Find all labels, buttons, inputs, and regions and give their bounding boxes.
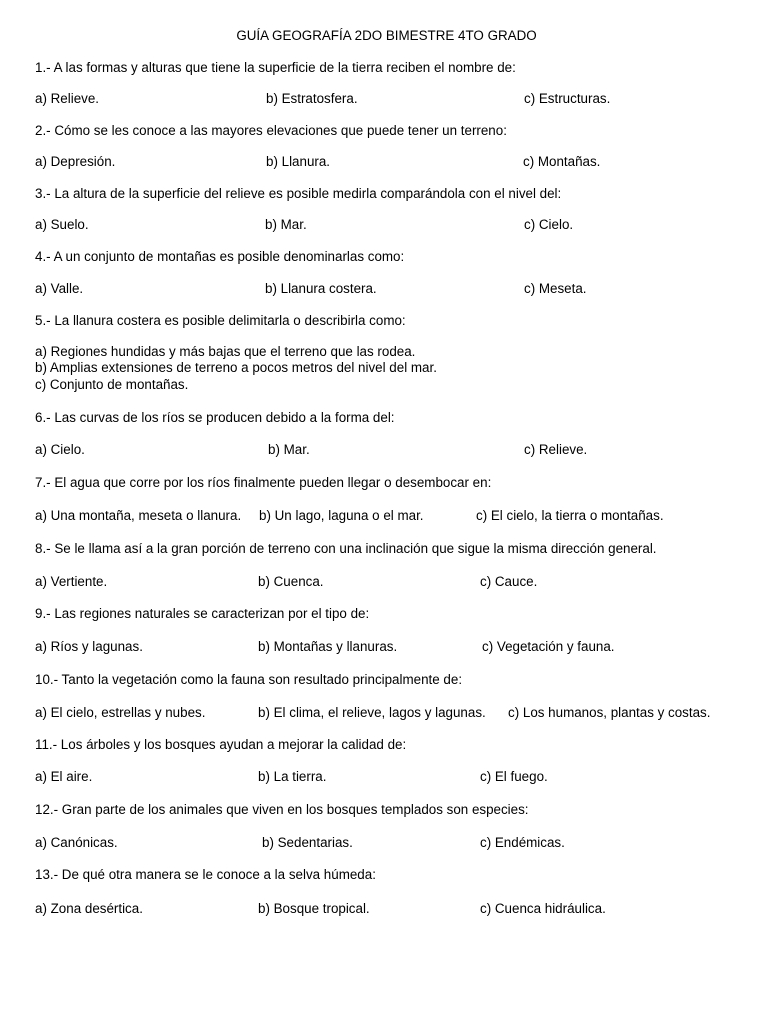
question-1-option-c: c) Estructuras.	[524, 91, 611, 106]
page-title: GUÍA GEOGRAFÍA 2DO BIMESTRE 4TO GRADO	[236, 28, 537, 43]
question-8: 8.- Se le llama así a la gran porción de terreno con una inclinación que sigue la misma dirección general.	[35, 541, 657, 556]
question-11-option-a: a) El aire.	[35, 769, 93, 784]
question-3: 3.- La altura de la superficie del relieve es posible medirla comparándola con el nivel del:	[35, 186, 562, 201]
question-2-option-c: c) Montañas.	[523, 154, 601, 169]
question-8-option-c: c) Cauce.	[480, 574, 538, 589]
question-1-option-b: b) Estratosfera.	[266, 91, 358, 106]
question-1: 1.- A las formas y alturas que tiene la superficie de la tierra reciben el nombre de:	[35, 60, 516, 75]
question-4-option-c: c) Meseta.	[524, 281, 587, 296]
question-7-option-c: c) El cielo, la tierra o montañas.	[476, 508, 664, 523]
question-1-option-a: a) Relieve.	[35, 91, 100, 106]
question-11-option-c: c) El fuego.	[480, 769, 548, 784]
question-2: 2.- Cómo se les conoce a las mayores elevaciones que puede tener un terreno:	[35, 123, 507, 138]
question-7: 7.- El agua que corre por los ríos finalmente pueden llegar o desembocar en:	[35, 475, 492, 490]
question-9-option-a: a) Ríos y lagunas.	[35, 639, 143, 654]
question-13-option-c: c) Cuenca hidráulica.	[480, 901, 606, 916]
question-11: 11.- Los árboles y los bosques ayudan a mejorar la calidad de:	[35, 737, 407, 752]
question-3-option-b: b) Mar.	[265, 217, 307, 232]
question-5: 5.- La llanura costera es posible delimitarla o describirla como:	[35, 313, 406, 328]
question-7-option-b: b) Un lago, laguna o el mar.	[259, 508, 424, 523]
question-10: 10.- Tanto la vegetación como la fauna son resultado principalmente de:	[35, 672, 463, 687]
question-6-option-c: c) Relieve.	[524, 442, 588, 457]
question-8-option-b: b) Cuenca.	[258, 574, 324, 589]
question-13: 13.- De qué otra manera se le conoce a la selva húmeda:	[35, 867, 376, 882]
question-13-option-a: a) Zona desértica.	[35, 901, 143, 916]
question-3-option-a: a) Suelo.	[35, 217, 89, 232]
question-5-option-a: a) Regiones hundidas y más bajas que el terreno que las rodea.	[35, 344, 416, 359]
question-5-option-b: b) Amplias extensiones de terreno a pocos metros del nivel del mar.	[35, 360, 437, 375]
question-6: 6.- Las curvas de los ríos se producen debido a la forma del:	[35, 410, 395, 425]
question-6-option-b: b) Mar.	[268, 442, 310, 457]
question-9: 9.- Las regiones naturales se caracterizan por el tipo de:	[35, 606, 370, 621]
question-8-option-a: a) Vertiente.	[35, 574, 108, 589]
question-4-option-a: a) Valle.	[35, 281, 84, 296]
question-2-option-b: b) Llanura.	[266, 154, 331, 169]
question-3-option-c: c) Cielo.	[524, 217, 574, 232]
question-10-option-c: c) Los humanos, plantas y costas.	[508, 705, 711, 720]
question-11-option-b: b) La tierra.	[258, 769, 327, 784]
question-7-option-a: a) Una montaña, meseta o llanura.	[35, 508, 242, 523]
question-12-option-c: c) Endémicas.	[480, 835, 565, 850]
question-13-option-b: b) Bosque tropical.	[258, 901, 370, 916]
question-2-option-a: a) Depresión.	[35, 154, 116, 169]
question-9-option-b: b) Montañas y llanuras.	[258, 639, 398, 654]
question-10-option-b: b) El clima, el relieve, lagos y lagunas.	[258, 705, 486, 720]
question-12-option-a: a) Canónicas.	[35, 835, 118, 850]
question-12-option-b: b) Sedentarias.	[262, 835, 353, 850]
question-5-option-c: c) Conjunto de montañas.	[35, 377, 189, 392]
question-12: 12.- Gran parte de los animales que viven en los bosques templados son especies:	[35, 802, 529, 817]
question-9-option-c: c) Vegetación y fauna.	[482, 639, 615, 654]
question-6-option-a: a) Cielo.	[35, 442, 85, 457]
question-4-option-b: b) Llanura costera.	[265, 281, 377, 296]
question-4: 4.- A un conjunto de montañas es posible denominarlas como:	[35, 249, 405, 264]
question-10-option-a: a) El cielo, estrellas y nubes.	[35, 705, 206, 720]
